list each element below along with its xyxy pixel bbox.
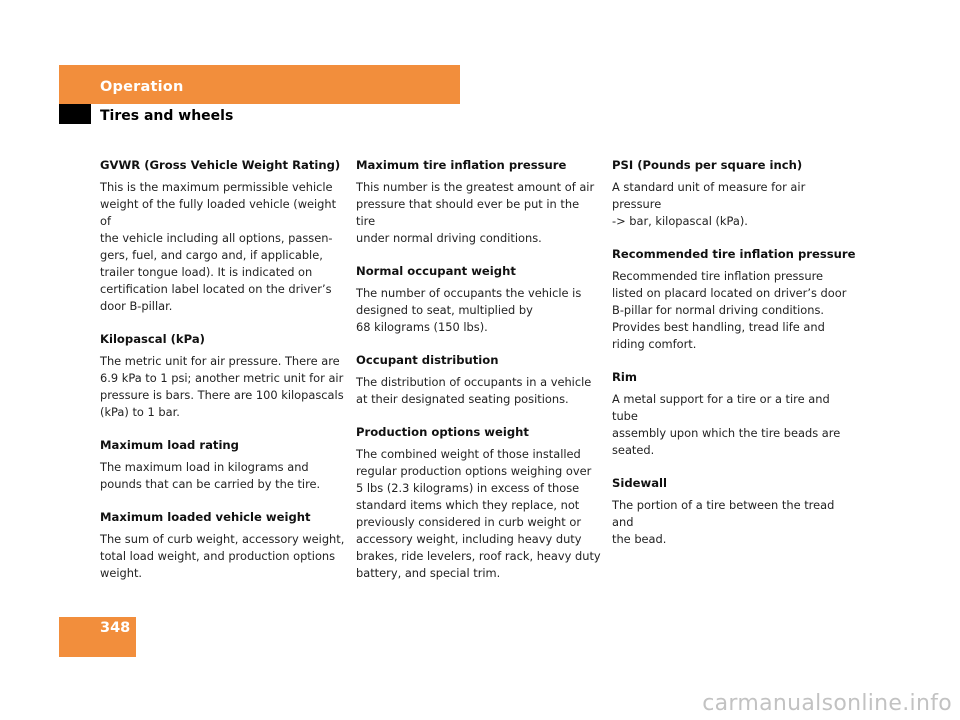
glossary-entry (612, 475, 857, 548)
glossary-term: Normal occupant weight (356, 264, 516, 278)
glossary-term: Rim (612, 370, 637, 384)
glossary-term: Maximum load rating (100, 438, 239, 452)
glossary-entry (100, 509, 345, 582)
glossary-term: PSI (Pounds per square inch) (612, 158, 803, 172)
glossary-term: Sidewall (612, 476, 667, 490)
glossary-term: GVWR (Gross Vehicle Weight Rating) (100, 158, 341, 172)
glossary-definition: The sum of curb weight, accessory weight, total load weight, and production options weight. (100, 532, 345, 580)
column-3 (612, 157, 857, 564)
glossary-definition: The maximum load in kilograms and pounds that can be carried by the tire. (100, 460, 321, 491)
glossary-entry (100, 437, 345, 493)
watermark: carmanualsonline.info (702, 691, 952, 716)
glossary-definition: The distribution of occupants in a vehicle at their designated seating positions. (356, 375, 592, 406)
glossary-entry (356, 157, 601, 247)
glossary-term: Maximum tire inflation pressure (356, 158, 567, 172)
glossary-entry (612, 369, 857, 459)
glossary-definition: Recommended tire inflation pressure listed on placard located on driver’s door B-pillar for normal driving conditions. Provides best handling, tread life and riding comfort. (612, 269, 847, 351)
section-marker (59, 104, 91, 124)
column-1 (100, 157, 345, 598)
glossary-term: Recommended tire inflation pressure (612, 247, 856, 261)
glossary-definition: This number is the greatest amount of air pressure that should ever be put in the tire under normal driving conditions. (356, 180, 595, 245)
glossary-entry (100, 331, 345, 421)
glossary-definition: A metal support for a tire or a tire and tube assembly upon which the tire beads are seated. (612, 392, 841, 457)
glossary-definition: This is the maximum permissible vehicle weight of the fully loaded vehicle (weight of the vehicle including all options, passen- gers, fuel, and cargo and, if applicable, trailer tongue load). It is indicated on certification label located on the driver’s door B-pillar. (100, 180, 337, 313)
glossary-term: Occupant distribution (356, 353, 499, 367)
page-number: 348 (100, 620, 131, 636)
glossary-entry (356, 352, 601, 408)
glossary-entry (612, 157, 857, 230)
glossary-term: Maximum loaded vehicle weight (100, 510, 311, 524)
glossary-definition: The number of occupants the vehicle is designed to seat, multiplied by 68 kilograms (150 lbs). (356, 286, 582, 334)
glossary-entry (356, 424, 601, 582)
glossary-entry (612, 246, 857, 353)
glossary-definition: The combined weight of those installed regular production options weighing over 5 lbs (2.3 kilograms) in excess of those standard items which they replace, not previously considered in curb weight or accessory weight, including heavy duty brakes, ride levelers, roof rack, heavy duty battery, and special trim. (356, 447, 601, 580)
glossary-definition: The portion of a tire between the tread and the bead. (612, 498, 835, 546)
section-subtitle: Tires and wheels (100, 108, 234, 124)
column-2 (356, 157, 601, 598)
glossary-definition: A standard unit of measure for air pressure -> bar, kilopascal (kPa). (612, 180, 806, 228)
glossary-term: Production options weight (356, 425, 529, 439)
glossary-definition: The metric unit for air pressure. There are 6.9 kPa to 1 psi; another metric unit for air pressure is bars. There are 100 kilopascals (kPa) to 1 bar. (100, 354, 344, 419)
glossary-term: Kilopascal (kPa) (100, 332, 205, 346)
glossary-entry (100, 157, 345, 315)
section-title: Operation (100, 79, 184, 95)
glossary-entry (356, 263, 601, 336)
